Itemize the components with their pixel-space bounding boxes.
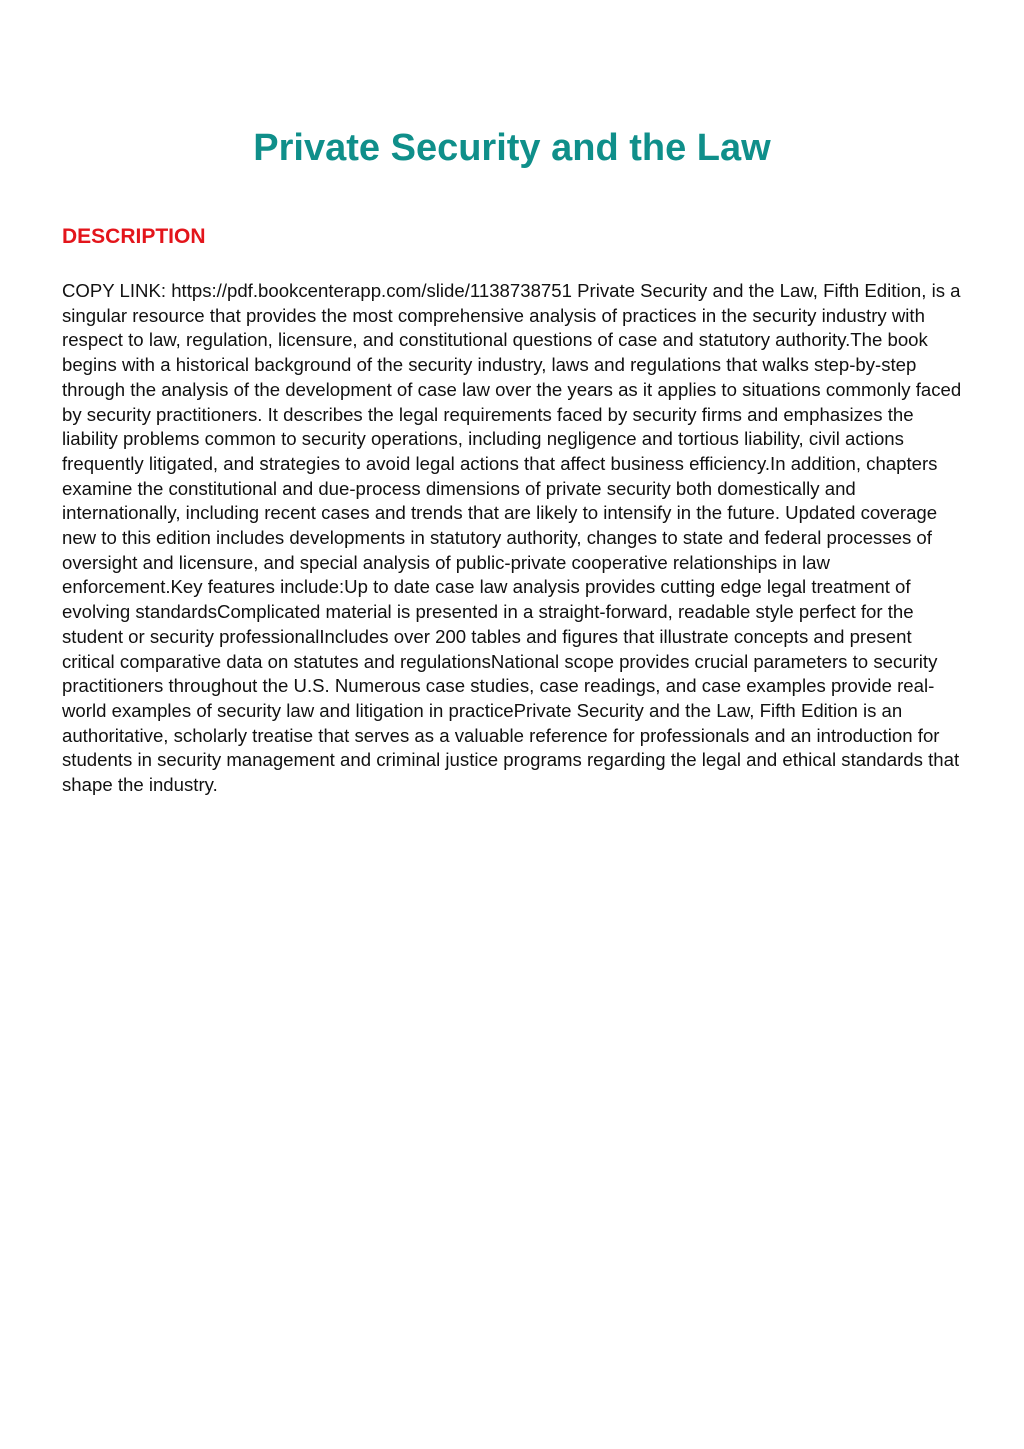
description-heading: DESCRIPTION <box>62 225 206 248</box>
document-title: Private Security and the Law <box>253 127 771 169</box>
description-body: COPY LINK: https://pdf.bookcenterapp.com/slide/1138738751 Private Security and the Law, Fifth Edition, is a singular resource that provides the most comprehensive analysis of practices in the security industry with respect to law, regulation, licensure, and constitutional questions of case and statutory authority.The book begins with a historical background of the security industry, laws and regulations that walks step-by-step through the analysis of the development of case law over the years as it applies to situations commonly faced by security practitioners. It describes the legal requirements faced by security firms and emphasizes the liability problems common to security operations, including negligence and tortious liability, civil actions frequently litigated, and strategies to avoid legal actions that affect business efficiency.In addition, chapters examine the constitutional and due-process dimensions of private security both domestically and internationally, including recent cases and trends that are likely to intensify in the future. Updated coverage new to this edition includes developments in statutory authority, changes to state and federal processes of oversight and licensure, and special analysis of public-private cooperative relationships in law enforcement.Key features include:Up to date case law analysis provides cutting edge legal treatment of evolving standardsComplicated material is presented in a straight-forward, readable style perfect for the student or security professionalIncludes over 200 tables and figures that illustrate concepts and present critical comparative data on statutes and regulationsNational scope provides crucial parameters to security practitioners throughout the U.S. Numerous case studies, case readings, and case examples provide real-world examples of security law and litigation in practicePrivate Security and the Law, Fifth Edition is an authoritative, scholarly treatise that serves as a valuable reference for professionals and an introduction for students in security management and criminal justice programs regarding the legal and ethical standards that shape the industry. <box>62 280 962 796</box>
